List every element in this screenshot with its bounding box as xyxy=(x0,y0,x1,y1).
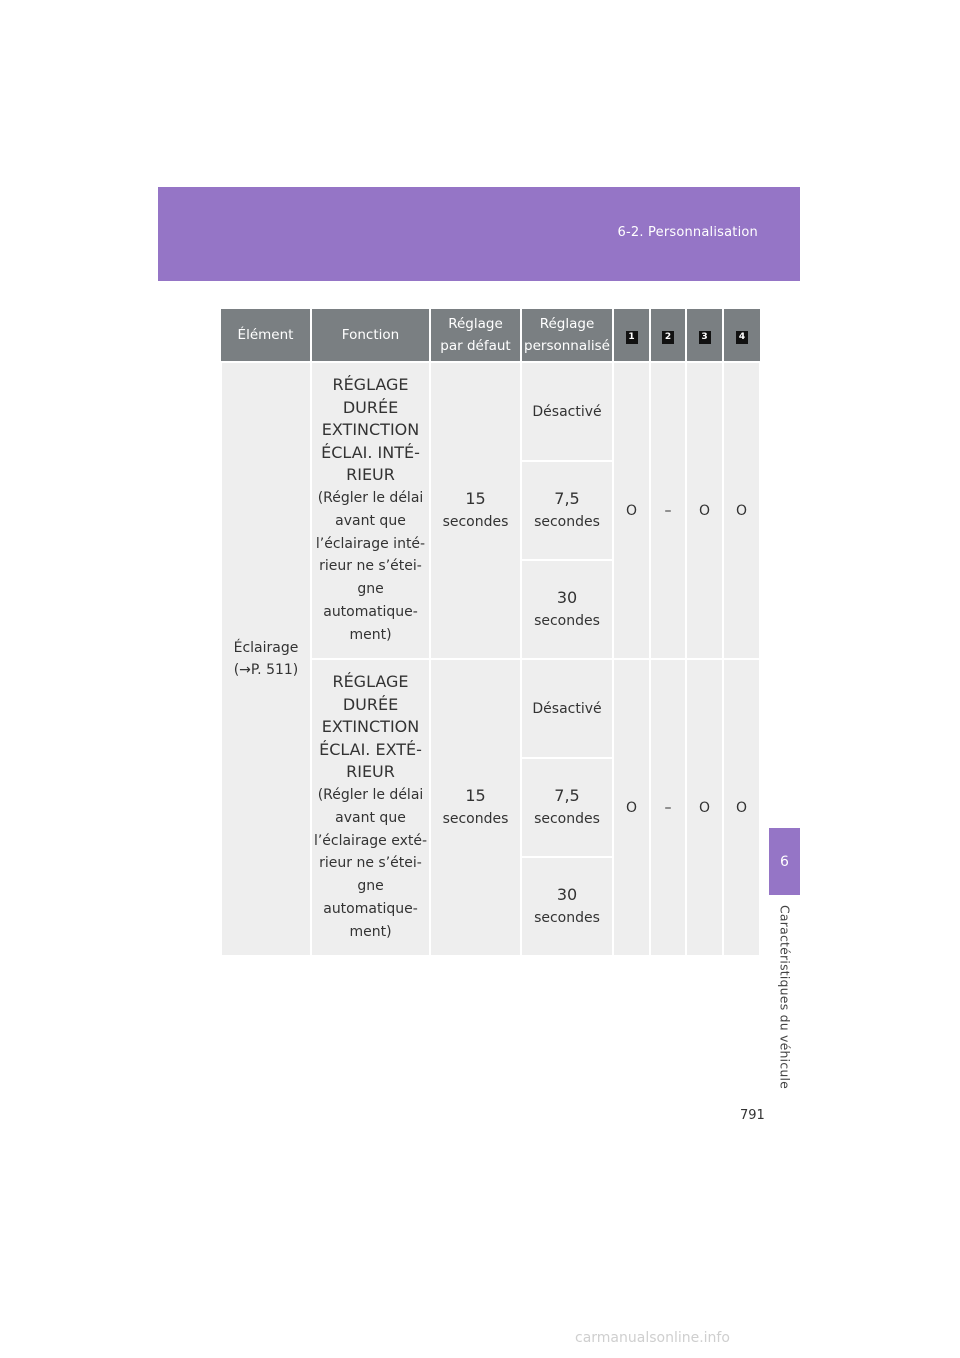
default-cell xyxy=(430,659,521,956)
mark-col-3: O xyxy=(686,659,723,956)
badge-3: 3 xyxy=(699,331,711,344)
chapter-tab-title: Caractéristiques du véhicule xyxy=(777,905,793,1090)
default-value: 15 xyxy=(465,489,486,508)
default-value: 15 xyxy=(465,786,486,805)
header-function: Fonction xyxy=(311,309,430,362)
mark-col-1: O xyxy=(613,362,650,659)
option-label: Désactivé xyxy=(532,403,602,420)
header-default xyxy=(430,309,521,362)
option-cell xyxy=(521,362,613,461)
option-cell xyxy=(521,461,613,560)
table-header-row xyxy=(221,309,760,362)
mark-col-2: – xyxy=(650,362,686,659)
chapter-tab-number: 6 xyxy=(769,828,800,895)
function-title: RÉGLAGE DURÉE EXTINCTION ÉCLAI. EXTÉ-RIEUR xyxy=(319,672,422,782)
page-number: 791 xyxy=(740,1108,765,1123)
function-cell xyxy=(311,362,430,659)
option-cell xyxy=(521,857,613,956)
function-title: RÉGLAGE DURÉE EXTINCTION ÉCLAI. INTÉ-RIEUR xyxy=(321,375,420,485)
mark-col-4: O xyxy=(723,659,760,956)
header-custom-line1: Réglage xyxy=(539,316,595,332)
mark-col-3: O xyxy=(686,362,723,659)
option-value: 7,5 xyxy=(554,489,580,508)
option-value: 30 xyxy=(556,588,578,607)
option-unit: secondes xyxy=(534,514,600,530)
function-cell xyxy=(311,659,430,956)
section-title: 6-2. Personnalisation xyxy=(617,225,758,240)
section-header-bar xyxy=(158,187,800,281)
customization-table xyxy=(220,309,761,957)
default-unit: secondes xyxy=(442,514,509,530)
header-col-2 xyxy=(650,309,686,362)
option-label: Désactivé xyxy=(532,700,602,717)
default-unit: secondes xyxy=(442,811,509,827)
option-cell xyxy=(521,659,613,758)
table-row xyxy=(221,362,760,461)
option-value: 7,5 xyxy=(554,786,580,805)
header-col-4 xyxy=(723,309,760,362)
header-custom-line2: personnalisé xyxy=(524,338,610,354)
badge-4: 4 xyxy=(736,331,748,344)
mark-col-4: O xyxy=(723,362,760,659)
option-unit: secondes xyxy=(534,910,600,926)
header-col-3 xyxy=(686,309,723,362)
element-page-ref: (→P. 511) xyxy=(233,662,299,678)
function-description: (Régler le délai avant que l’éclairage inté-rieur ne s’étei-gne automatique-ment) xyxy=(315,489,426,643)
option-value: 30 xyxy=(556,885,578,904)
header-col-1 xyxy=(613,309,650,362)
header-default-line1: Réglage xyxy=(448,316,503,332)
mark-col-1: O xyxy=(613,659,650,956)
header-custom xyxy=(521,309,613,362)
function-description: (Régler le délai avant que l’éclairage exté-rieur ne s’étei-gne automatique-ment) xyxy=(313,786,428,940)
element-name: Éclairage xyxy=(233,640,299,656)
default-cell xyxy=(430,362,521,659)
element-cell xyxy=(221,362,311,956)
option-cell xyxy=(521,758,613,857)
badge-2: 2 xyxy=(662,331,674,344)
option-unit: secondes xyxy=(534,811,600,827)
watermark: carmanualsonline.info xyxy=(575,1330,730,1346)
option-unit: secondes xyxy=(534,613,600,629)
header-element: Élément xyxy=(221,309,311,362)
mark-col-2: – xyxy=(650,659,686,956)
option-cell xyxy=(521,560,613,659)
badge-1: 1 xyxy=(626,331,638,344)
header-default-line2: par défaut xyxy=(440,338,511,354)
